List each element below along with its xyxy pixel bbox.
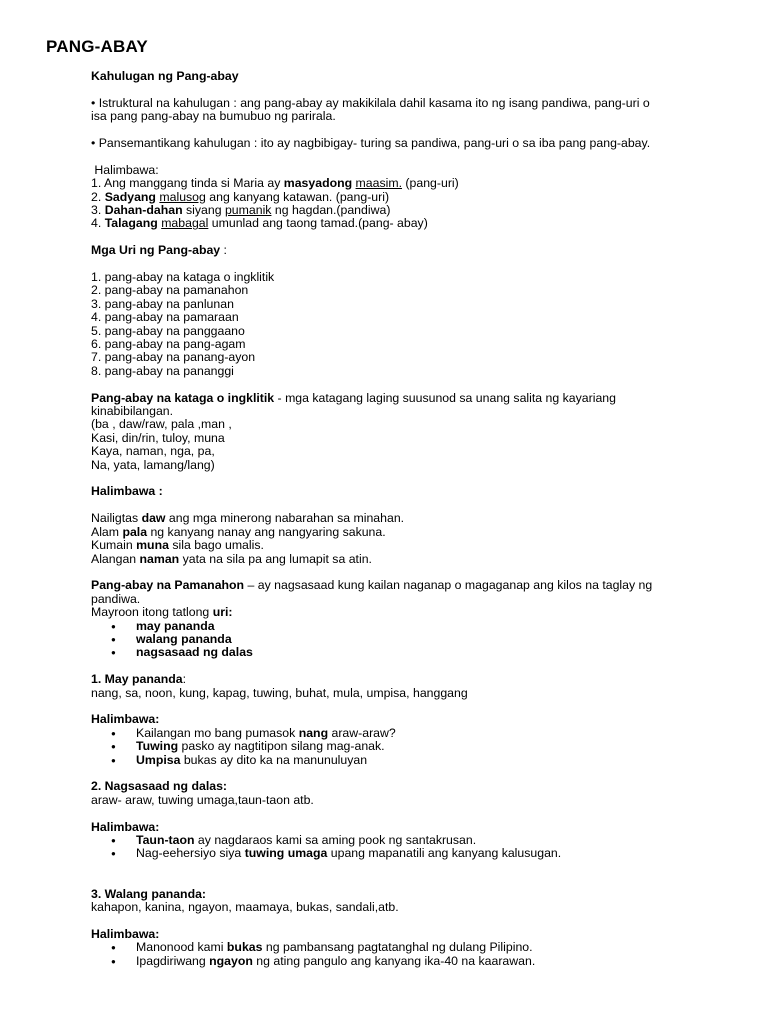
halimbawa-heading: Halimbawa : xyxy=(91,484,163,499)
example-underline: malusog xyxy=(159,189,206,204)
document-body xyxy=(91,70,711,968)
list-item xyxy=(91,754,711,767)
walang-pananda-heading: 3. Walang pananda: xyxy=(91,886,207,901)
may-pananda-examples xyxy=(91,727,711,767)
example-text: Alangan xyxy=(91,551,140,566)
pansemantikang-definition: • Pansemantikang kahulugan : ito ay nagbibigay- turing sa pandiwa, pang-uri o sa iba pang pang-abay. xyxy=(91,136,651,150)
uri-item: 7. pang-abay na panang-ayon xyxy=(91,350,256,365)
kataga-example xyxy=(91,526,711,539)
example-text: ang kanyang katawan. (pang-uri) xyxy=(205,189,390,204)
dalas-examples xyxy=(91,834,711,861)
may-pananda-colon: : xyxy=(182,672,186,687)
kataga-list-line: Kaya, naman, nga, pa, xyxy=(91,444,215,459)
may-pananda-heading-text: 1. May pananda xyxy=(91,672,183,687)
list-item: ● nagsasaad ng dalas xyxy=(91,646,711,659)
pamanahon-uri-intro xyxy=(91,606,711,619)
walang-pananda-words: kahapon, kanina, ngayon, maamaya, bukas, sandali,atb. xyxy=(91,899,399,914)
example-underline: pumanik xyxy=(224,203,272,218)
example-bold: Talagang xyxy=(104,216,158,231)
example-bold: Taun-taon xyxy=(136,832,195,847)
kataga-def-text: - mga katagang laging suusunod sa unang salita ng kayariang xyxy=(274,390,616,405)
uri-intro-text: Mayroon itong tatlong xyxy=(91,605,213,620)
list-item: ● walang pananda xyxy=(91,633,711,646)
kataga-example xyxy=(91,539,711,552)
uri-item: 8. pang-abay na pananggi xyxy=(91,363,234,378)
example-line-3 xyxy=(91,204,711,217)
may-pananda-heading xyxy=(91,673,711,686)
halimbawa-label: Halimbawa: xyxy=(91,162,159,177)
example-text: 3. xyxy=(91,203,105,218)
example-text: Nag-eehersiyo siya xyxy=(136,846,245,861)
list-item xyxy=(91,740,711,753)
list-item: ● may pananda xyxy=(91,620,711,633)
uri-intro-bold: uri: xyxy=(212,605,233,620)
kataga-list-line: (ba , daw/raw, pala ,man , xyxy=(91,417,232,432)
mga-uri-heading xyxy=(91,244,711,257)
example-bold: naman xyxy=(139,551,180,566)
example-text: Kumain xyxy=(91,538,137,553)
istruktural-definition-line-1: • Istruktural na kahulugan : ang pang-abay ay makikilala dahil kasama ito ng isang pandiwa, pang-uri o xyxy=(91,95,650,110)
example-text: 2. xyxy=(91,189,105,204)
kataga-example xyxy=(91,553,711,566)
uri-item: 6. pang-abay na pang-agam xyxy=(91,337,246,352)
example-text: Ipagdiriwang xyxy=(136,953,210,968)
list-item xyxy=(91,847,711,860)
page-title: PANG-ABAY xyxy=(46,37,148,56)
example-bold: Dahan-dahan xyxy=(104,203,183,218)
example-underline: mabagal xyxy=(161,216,209,231)
halimbawa-heading: Halimbawa: xyxy=(91,926,160,941)
halimbawa-heading: Halimbawa: xyxy=(91,819,160,834)
example-bold: daw xyxy=(141,511,166,526)
example-text: ay nagdaraos kami sa aming pook ng santakrusan. xyxy=(194,832,477,847)
example-text: ang mga minerong nabarahan sa minahan. xyxy=(165,511,405,526)
pamanahon-heading: Pang-abay na Pamanahon xyxy=(91,578,245,593)
may-pananda-words: nang, sa, noon, kung, kapag, tuwing, buhat, mula, umpisa, hanggang xyxy=(91,685,468,700)
example-bold: muna xyxy=(136,538,169,553)
uri-item: 3. pang-abay na panlunan xyxy=(91,296,234,311)
walang-pananda-examples xyxy=(91,941,711,968)
example-line-2 xyxy=(91,191,711,204)
example-text: ng hagdan.(pandiwa) xyxy=(271,203,391,218)
example-line-4 xyxy=(91,217,711,230)
example-text: ng pambansang pagtatanghal ng dulang Pilipino. xyxy=(262,940,533,955)
example-line-1 xyxy=(91,177,711,190)
kataga-definition-line-2: kinabibilangan. xyxy=(91,404,174,419)
mga-uri-heading-text: Mga Uri ng Pang-abay xyxy=(91,243,221,258)
example-text: bukas ay dito ka na manunuluyan xyxy=(180,752,368,767)
list-item xyxy=(91,727,711,740)
kataga-example xyxy=(91,512,711,525)
example-text: (pang-uri) xyxy=(402,176,459,191)
example-text: pasko ay nagtitipon silang mag-anak. xyxy=(178,739,385,754)
example-bold: ngayon xyxy=(209,953,253,968)
example-bold: tuwing umaga xyxy=(244,846,328,861)
example-text: ng ating pangulo ang kanyang ika-40 na kaarawan. xyxy=(252,953,536,968)
example-text: yata na sila pa ang lumapit sa atin. xyxy=(179,551,372,566)
example-text: Nailigtas xyxy=(91,511,142,526)
pamanahon-types-list xyxy=(91,620,711,660)
example-text: Alam xyxy=(91,524,123,539)
uri-item: 1. pang-abay na kataga o ingklitik xyxy=(91,270,275,285)
example-bold: Umpisa xyxy=(136,752,181,767)
example-text: 4. xyxy=(91,216,105,231)
example-text: araw-araw? xyxy=(328,725,396,740)
example-text: sila bago umalis. xyxy=(168,538,264,553)
halimbawa-heading: Halimbawa: xyxy=(91,712,160,727)
example-text: Kailangan mo bang pumasok xyxy=(136,725,299,740)
example-underline: maasim. xyxy=(355,176,403,191)
list-item xyxy=(91,834,711,847)
example-text: upang mapanatili ang kanyang kalusugan. xyxy=(327,846,562,861)
example-text: siyang xyxy=(182,203,225,218)
uri-item: 4. pang-abay na pamaraan xyxy=(91,310,239,325)
pamanahon-def-text: – ay nagsasaad kung kailan naganap o magaganap ang kilos na taglay ng xyxy=(244,578,653,593)
kataga-list-line: Kasi, din/rin, tuloy, muna xyxy=(91,430,225,445)
example-text: ng kanyang nanay ang nangyaring sakuna. xyxy=(147,524,386,539)
pamanahon-definition xyxy=(91,579,711,592)
kataga-heading: Pang-abay na kataga o ingklitik xyxy=(91,390,275,405)
istruktural-definition-line-2: isa pang pang-abay na bumubuo ng parirala. xyxy=(91,109,336,124)
dalas-heading: 2. Nagsasaad ng dalas: xyxy=(91,779,228,794)
example-bold: bukas xyxy=(226,940,263,955)
example-bold: nang xyxy=(298,725,329,740)
example-text: Manonood kami xyxy=(136,940,227,955)
list-item xyxy=(91,955,711,968)
kataga-list-line: Na, yata, lamang/lang) xyxy=(91,457,215,472)
kataga-definition xyxy=(91,392,711,405)
example-bold: Sadyang xyxy=(104,189,156,204)
example-text: umunlad ang taong tamad.(pang- abay) xyxy=(208,216,428,231)
uri-item: 5. pang-abay na panggaano xyxy=(91,323,245,338)
list-item xyxy=(91,941,711,954)
example-text: 1. Ang manggang tinda si Maria ay xyxy=(91,176,284,191)
pamanahon-definition-line-2: pandiwa. xyxy=(91,591,141,606)
example-bold: Tuwing xyxy=(136,739,179,754)
kahulugan-heading: Kahulugan ng Pang-abay xyxy=(91,69,239,83)
uri-item: 2. pang-abay na pamanahon xyxy=(91,283,249,298)
example-bold: pala xyxy=(122,524,148,539)
mga-uri-colon: : xyxy=(220,243,227,258)
dalas-words: araw- araw, tuwing umaga,taun-taon atb. xyxy=(91,792,314,807)
example-bold: masyadong xyxy=(283,176,353,191)
